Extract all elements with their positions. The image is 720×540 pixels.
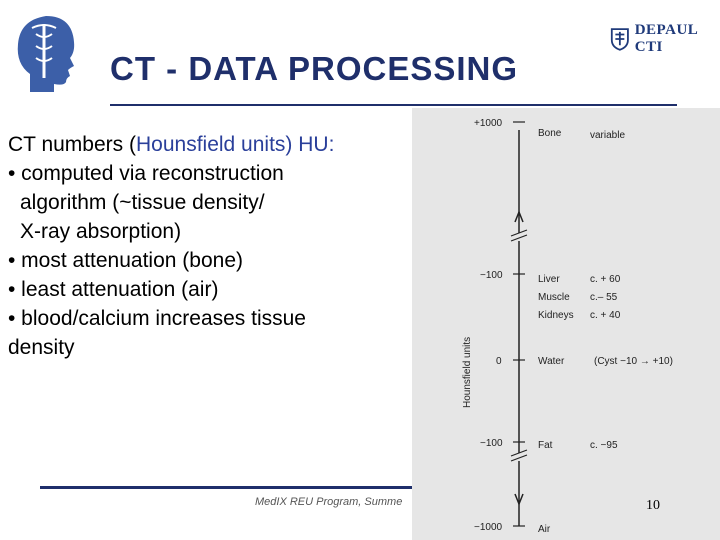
- tick-label: −1000: [474, 522, 503, 533]
- tissue-hu: c.– 55: [590, 292, 618, 303]
- bullet-1-line-2: algorithm (~tissue density/: [20, 191, 265, 214]
- na-mic-logo: [10, 12, 80, 94]
- footer-text: MedIX REU Program, Summe: [255, 496, 403, 508]
- slide-title: CT - DATA PROCESSING: [110, 50, 519, 87]
- tick-label: −100: [480, 438, 503, 449]
- bullet-2: • most attenuation (bone): [8, 249, 243, 272]
- hounsfield-scale-figure: [412, 108, 720, 540]
- intro-line: [8, 130, 403, 159]
- tissue-name: Water: [538, 356, 565, 367]
- shield-icon: [610, 26, 630, 52]
- tissue-hu: c. −95: [590, 440, 618, 451]
- bullet-3: • least attenuation (air): [8, 278, 219, 301]
- tissue-hu: (Cyst −10 → +10): [594, 356, 673, 367]
- tissue-hu: c. + 60: [590, 274, 621, 285]
- tissue-name: Bone: [538, 128, 562, 139]
- tick-label: +1000: [474, 118, 503, 129]
- bullet-1-line-1: • computed via reconstruction: [8, 162, 284, 185]
- tissue-name: Kidneys: [538, 310, 574, 321]
- bullet-4-line-1: • blood/calcium increases tissue: [8, 307, 306, 330]
- axis-label: Hounsfield units: [462, 336, 473, 408]
- tick-label: −100: [480, 270, 503, 281]
- tissue-name: Muscle: [538, 292, 570, 303]
- body-text: [8, 130, 403, 362]
- tissue-hu: variable: [590, 130, 626, 141]
- head-silhouette-icon: [18, 16, 74, 92]
- intro-highlight: Hounsfield units) HU:: [135, 133, 335, 156]
- page-number: 10: [646, 498, 660, 513]
- title-divider: [110, 104, 677, 106]
- intro-prefix: CT numbers (: [8, 133, 136, 156]
- logo-right-text: DEPAUL CTI: [634, 22, 698, 55]
- depaul-cti-logo: [610, 22, 720, 56]
- bullet-1-line-3: X-ray absorption): [20, 220, 182, 243]
- tissue-name: Air: [538, 524, 551, 535]
- tissue-hu: c. + 40: [590, 310, 621, 321]
- tick-label: 0: [496, 356, 502, 367]
- footer-divider: [40, 486, 412, 489]
- tissue-name: Liver: [538, 274, 560, 285]
- tissue-name: Fat: [538, 440, 553, 451]
- bullet-4-line-2: density: [8, 336, 75, 359]
